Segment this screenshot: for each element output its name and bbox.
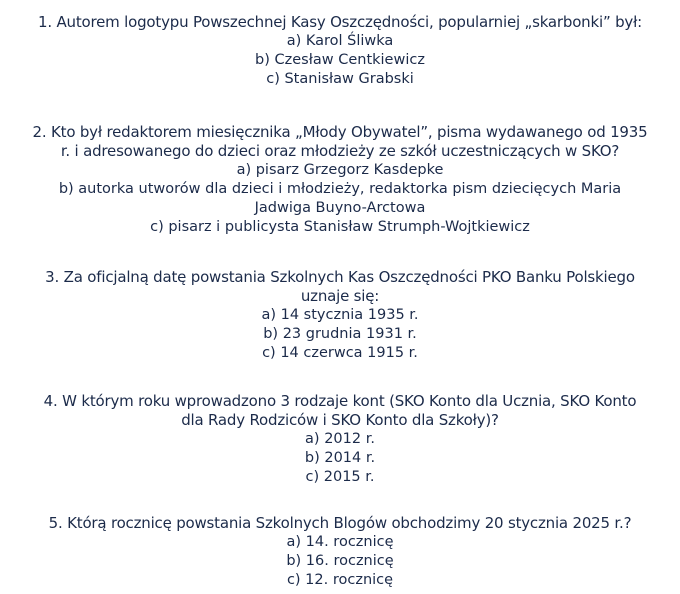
question-5-line-1: 5. Którą rocznicę powstania Szkolnych Blogów obchodzimy 20 stycznia 2025 r.? [48, 514, 632, 532]
answer-2a: a) pisarz Grzegorz Kasdepke [236, 162, 444, 178]
question-5-answers [10, 533, 670, 590]
question-3-line-2: uznaje się: [300, 287, 380, 305]
question-1-line-1: 1. Autorem logotypu Powszechnej Kasy Oszczędności, popularniej „skarbonki” był: [38, 13, 642, 31]
answer-4b: b) 2014 r. [304, 450, 376, 466]
question-1-text [10, 13, 670, 32]
answer-1a: a) Karol Śliwka [286, 33, 394, 49]
question-4-answers [10, 430, 670, 487]
answer-3c: c) 14 czerwca 1915 r. [262, 345, 418, 361]
question-2-line-1: 2. Kto był redaktorem miesięcznika „Młody Obywatel”, pisma wydawanego od 1935 [32, 123, 648, 141]
answer-3a: a) 14 stycznia 1935 r. [261, 307, 419, 323]
answer-5b: b) 16. rocznicę [286, 553, 394, 569]
question-2-text [10, 123, 670, 161]
question-2-line-2: r. i adresowanego do dzieci oraz młodzieży ze szkół uczestniczących w SKO? [60, 142, 620, 160]
question-4-line-2: dla Rady Rodziców i SKO Konto dla Szkoły)? [181, 411, 499, 429]
question-1-answers [10, 32, 670, 89]
question-1 [10, 13, 670, 123]
question-4-text [10, 392, 670, 430]
question-5 [10, 514, 670, 594]
answer-4c: c) 2015 r. [305, 469, 375, 485]
answer-3b: b) 23 grudnia 1931 r. [263, 326, 417, 342]
question-3 [10, 268, 670, 392]
answer-5c: c) 12. rocznicę [286, 572, 394, 588]
question-5-text [10, 514, 670, 533]
question-3-text [10, 268, 670, 306]
question-2-answers [10, 161, 670, 237]
question-4 [10, 392, 670, 514]
question-2 [10, 123, 670, 268]
answer-2c: c) pisarz i publicysta Stanisław Strumph-Wojtkiewicz [150, 219, 530, 235]
answer-5a: a) 14. rocznicę [286, 534, 394, 550]
question-4-line-1: 4. W którym roku wprowadzono 3 rodzaje kont (SKO Konto dla Ucznia, SKO Konto [43, 392, 637, 410]
question-3-answers [10, 306, 670, 363]
answer-2b-continued: Jadwiga Buyno-Arctowa [254, 200, 426, 216]
answer-4a: a) 2012 r. [305, 431, 375, 447]
answer-1c: c) Stanisław Grabski [266, 71, 414, 87]
question-3-line-1: 3. Za oficjalną datę powstania Szkolnych Kas Oszczędności PKO Banku Polskiego [45, 268, 635, 286]
answer-2b: b) autorka utworów dla dzieci i młodzieży, redaktorka pism dziecięcych Maria [58, 181, 622, 197]
answer-1b: b) Czesław Centkiewicz [255, 52, 425, 68]
